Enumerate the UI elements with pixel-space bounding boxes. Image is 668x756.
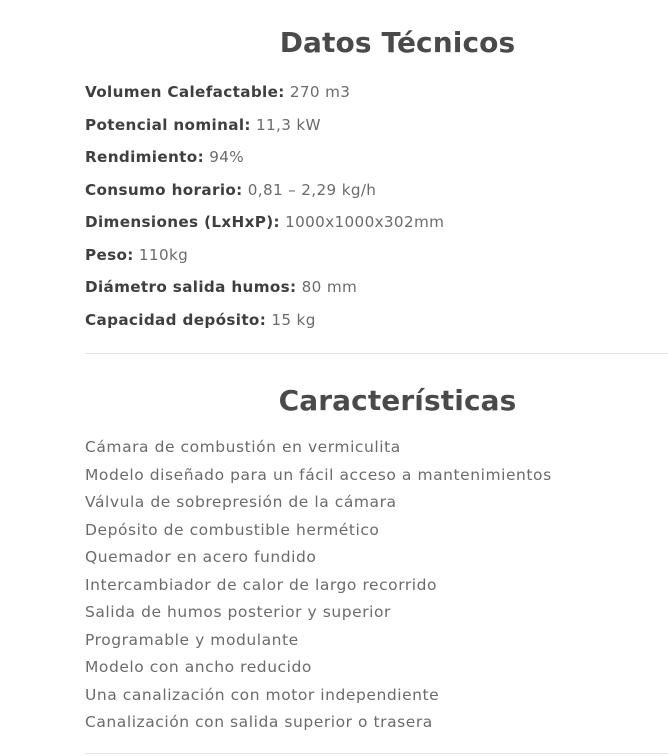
spec-label: Diámetro salida humos:	[85, 278, 297, 296]
spec-value: 15 kg	[271, 310, 316, 329]
features-heading: Características	[278, 384, 517, 417]
spec-value: 110kg	[138, 245, 189, 264]
feature-item: Salida de humos posterior y superior	[85, 603, 391, 621]
feature-item: Una canalización con motor independiente	[85, 685, 440, 704]
spec-row	[85, 274, 444, 307]
spec-value: 1000x1000x302mm	[285, 213, 445, 231]
spec-value: 11,3 kW	[256, 115, 321, 134]
feature-item: Cámara de combustión en vermiculita	[85, 438, 401, 456]
spec-label: Volumen Calefactable:	[85, 83, 285, 101]
feature-item: Programable y modulante	[85, 630, 299, 649]
feature-item: Modelo diseñado para un fácil acceso a mantenimientos	[85, 465, 552, 484]
spec-label: Consumo horario:	[85, 180, 243, 199]
spec-label: Rendimiento:	[85, 148, 204, 166]
features-list	[85, 434, 552, 737]
spec-label: Capacidad depósito:	[85, 310, 267, 329]
spec-value: 80 mm	[301, 278, 358, 296]
tech-specs-list	[85, 79, 444, 339]
spec-label: Potencial nominal:	[85, 115, 251, 134]
spec-value: 0,81 – 2,29 kg/h	[247, 180, 377, 199]
spec-value: 270 m3	[289, 83, 351, 101]
tech-specs-heading: Datos Técnicos	[279, 26, 516, 59]
spec-row	[85, 177, 444, 210]
spec-row	[85, 112, 444, 145]
feature-item: Quemador en acero fundido	[85, 548, 317, 566]
section-divider	[85, 753, 668, 754]
feature-item: Depósito de combustible hermético	[85, 520, 380, 539]
feature-item: Válvula de sobrepresión de la cámara	[85, 493, 397, 511]
spec-row	[85, 144, 444, 177]
spec-value: 94%	[209, 148, 244, 166]
spec-row	[85, 209, 444, 242]
spec-label: Dimensiones (LxHxP):	[85, 213, 280, 231]
section-divider	[85, 353, 668, 354]
spec-row	[85, 242, 444, 275]
spec-row	[85, 307, 444, 340]
feature-item: Canalización con salida superior o trasera	[85, 713, 433, 731]
spec-label: Peso:	[85, 245, 134, 264]
spec-row	[85, 79, 444, 112]
feature-item: Modelo con ancho reducido	[85, 658, 312, 676]
feature-item: Intercambiador de calor de largo recorrido	[85, 575, 438, 594]
